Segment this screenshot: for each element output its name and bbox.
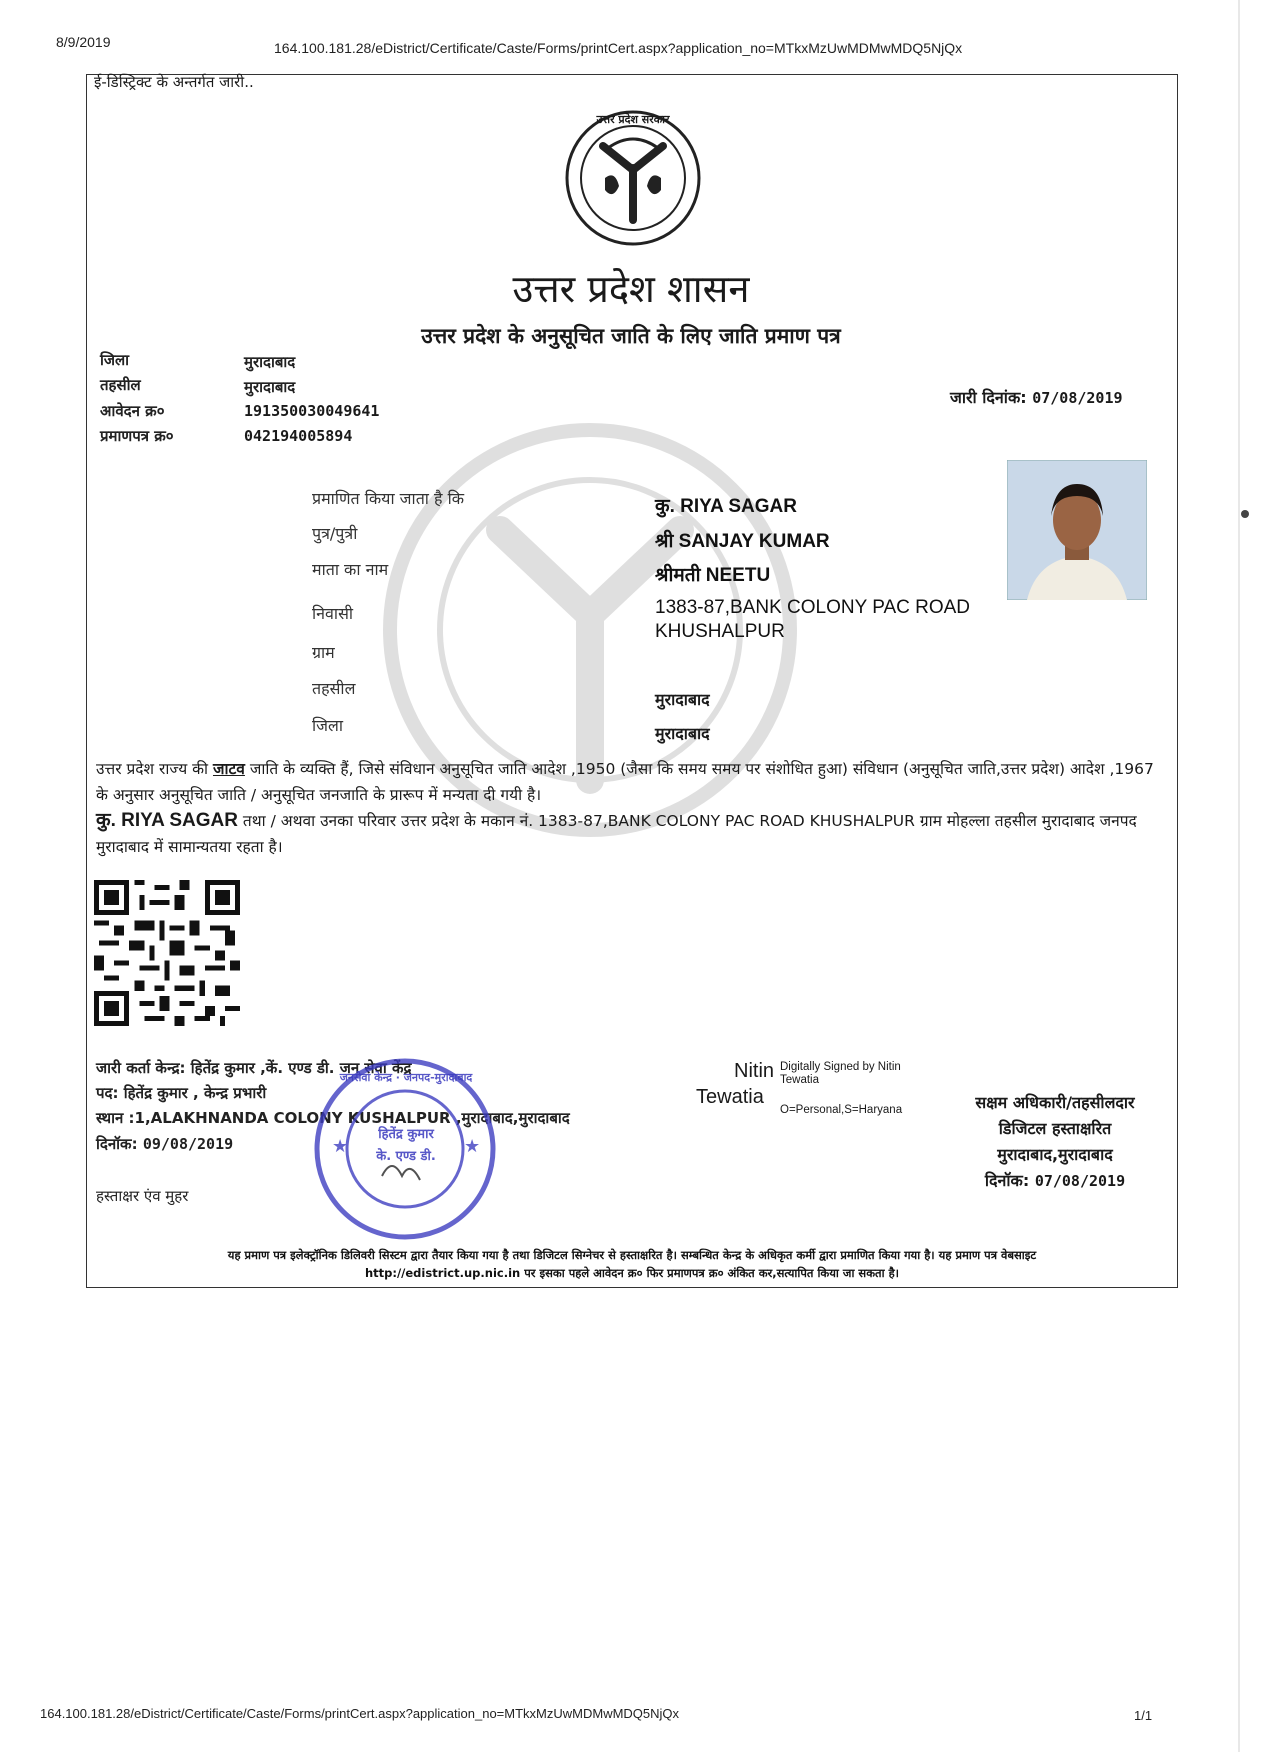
sign-name-line1: Nitin [734, 1060, 775, 1082]
stamp-line2: के. एण्ड डी. [376, 1149, 436, 1164]
footer-url: 164.100.181.28/eDistrict/Certificate/Caste/Forms/printCert.aspx?application_no=MTkxMzUwMDMwMDQ5NjQx [40, 1706, 680, 1721]
meta-district-value: मुरादाबाद [244, 353, 296, 371]
issuer-place: स्थान :1,ALAKHNANDA COLONY KUSHALPUR ,मुरादाबाद,मुरादाबाद [96, 1109, 570, 1127]
field-label-village: ग्राम [312, 643, 335, 662]
caste-declaration [96, 756, 1166, 808]
field-label-mother: माता का नाम [312, 560, 389, 579]
footer-note-2: http://edistrict.up.nic.in पर इसका पहले आवेदन क्र० फिर प्रमाणपत्र क्र० अंकित कर,सत्यापित किया जा सकता है। [364, 1266, 900, 1280]
page-count: 1/1 [1134, 1708, 1153, 1723]
issuer-post: पद: हितेंद्र कुमार , केन्द्र प्रभारी [96, 1084, 267, 1102]
applicant-photo [1007, 460, 1147, 600]
field-label-district: जिला [312, 716, 344, 735]
field-label-certified: प्रमाणित किया जाता है कि [312, 489, 465, 508]
authority-date-value: 07/08/2019 [1034, 1172, 1126, 1190]
field-label-tehsil: तहसील [312, 679, 356, 698]
meta-tehsil-label: तहसील [100, 376, 141, 394]
sign-dn: O=Personal,S=Haryana [780, 1104, 903, 1116]
issuer-date-value: 09/08/2019 [142, 1135, 234, 1153]
residence-declaration [96, 808, 1166, 860]
authority-signed: डिजिटल हस्ताक्षरित [998, 1119, 1112, 1138]
authority-block [940, 1090, 1170, 1194]
govt-title: उत्तर प्रदेश शासन [512, 267, 750, 311]
caste-declaration-pre: उत्तर प्रदेश राज्य की [96, 760, 213, 778]
certificate-subtitle: उत्तर प्रदेश के अनुसूचित जाति के लिए जाति प्रमाण पत्र [421, 323, 841, 348]
meta-tehsil-value: मुरादाबाद [244, 378, 296, 396]
issuer-date-label: दिनॉक: [96, 1135, 138, 1153]
authority-place: मुरादाबाद,मुरादाबाद [997, 1145, 1113, 1164]
issuer-sign-label: हस्ताक्षर एंव मुहर [96, 1187, 189, 1205]
caste-name: जाटव [212, 760, 245, 778]
field-value-name: कु. RIYA SAGAR [655, 496, 797, 517]
scan-edge [1238, 0, 1240, 1752]
field-value-district: मुरादाबाद [655, 724, 710, 743]
field-label-child-of: पुत्र/पुत्री [312, 524, 358, 543]
meta-certificate-value: 042194005894 [244, 427, 353, 445]
field-value-tehsil: मुरादाबाद [655, 690, 710, 709]
footer-note: यह प्रमाण पत्र इलेक्ट्रॉनिक डिलिवरी सिस्टम द्वारा तैयार किया गया है तथा डिजिटल सिग्नेचर से हस्ताक्षरित है। सम्बन्धित केन्द्र के अधिकृत कर्मी द्वारा प्रमाणित किया गया है। यह प्रमाण पत्र वेबसाइट [227, 1248, 1037, 1262]
meta-certificate-label: प्रमाणपत्र क्र० [100, 427, 174, 445]
authority-date-label: दिनॉक: [984, 1171, 1030, 1190]
stamp-line1: हितेंद्र कुमार [378, 1127, 434, 1142]
issuer-center: जारी कर्ता केन्द्र: हितेंद्र कुमार ,कें. एण्ड डी. जन सेवा केंद्र [96, 1059, 412, 1077]
qr-code [94, 880, 240, 1026]
residence-name: कु. RIYA SAGAR [96, 810, 238, 831]
field-label-resident: निवासी [312, 604, 354, 623]
issue-date-row [950, 386, 1123, 408]
svg-text:★: ★ [332, 1136, 349, 1157]
issue-date-value: 07/08/2019 [1032, 389, 1123, 407]
meta-application-value: 191350030049641 [244, 402, 380, 420]
field-value-address: 1383-87,BANK COLONY PAC ROAD KHUSHALPUR [655, 597, 971, 642]
residence-text: तथा / अथवा उनका परिवार उत्तर प्रदेश के मकान नं. 1383-87,BANK COLONY PAC ROAD KHUSHALPUR ग्राम मोहल्ला तहसील मुरादाबाद जनपद मुरादाबाद में सामान्यतया रहता है। [96, 812, 1137, 856]
scan-mark [1241, 510, 1249, 518]
meta-application-label: आवेदन क्र० [100, 402, 165, 420]
sign-signed-by: Digitally Signed by Nitin Tewatia [780, 1061, 901, 1086]
print-date: 8/9/2019 [56, 34, 111, 50]
up-govt-emblem [563, 108, 703, 248]
stamp-ring-text: जनसेवा केन्द्र · जनपद-मुरादाबाद [339, 1071, 473, 1084]
field-value-father: श्री SANJAY KUMAR [655, 531, 830, 552]
svg-text:★: ★ [464, 1136, 481, 1157]
issuer-date-row [96, 1134, 233, 1154]
issue-date-label: जारी दिनांक: [950, 388, 1027, 407]
authority-title: सक्षम अधिकारी/तहसीलदार [975, 1093, 1135, 1112]
meta-district-label: जिला [100, 351, 130, 369]
sign-name-line2: Tewatia [696, 1086, 764, 1108]
field-value-mother: श्रीमती NEETU [655, 565, 771, 586]
issued-under-note: ई-डिस्ट्रिक्ट के अन्तर्गत जारी.. [94, 73, 254, 91]
authority-date-row [940, 1168, 1170, 1194]
caste-declaration-post: जाति के व्यक्ति हैं, जिसे संविधान अनुसूचित जाति आदेश ,1950 (जैसा कि समय समय पर संशोधित हुआ) संविधान (अनुसूचित जाति,उत्तर प्रदेश) आदेश ,1967 के अनुसार अनुसूचित जाति / अनुसूचित जनजाति के प्रारूप में मन्यता दी गयी है। [96, 760, 1154, 804]
print-url: 164.100.181.28/eDistrict/Certificate/Caste/Forms/printCert.aspx?application_no=MTkxMzUwMDMwMDQ5NjQx [274, 40, 963, 56]
emblem-text: उत्तर प्रदेश सरकार [596, 113, 670, 126]
